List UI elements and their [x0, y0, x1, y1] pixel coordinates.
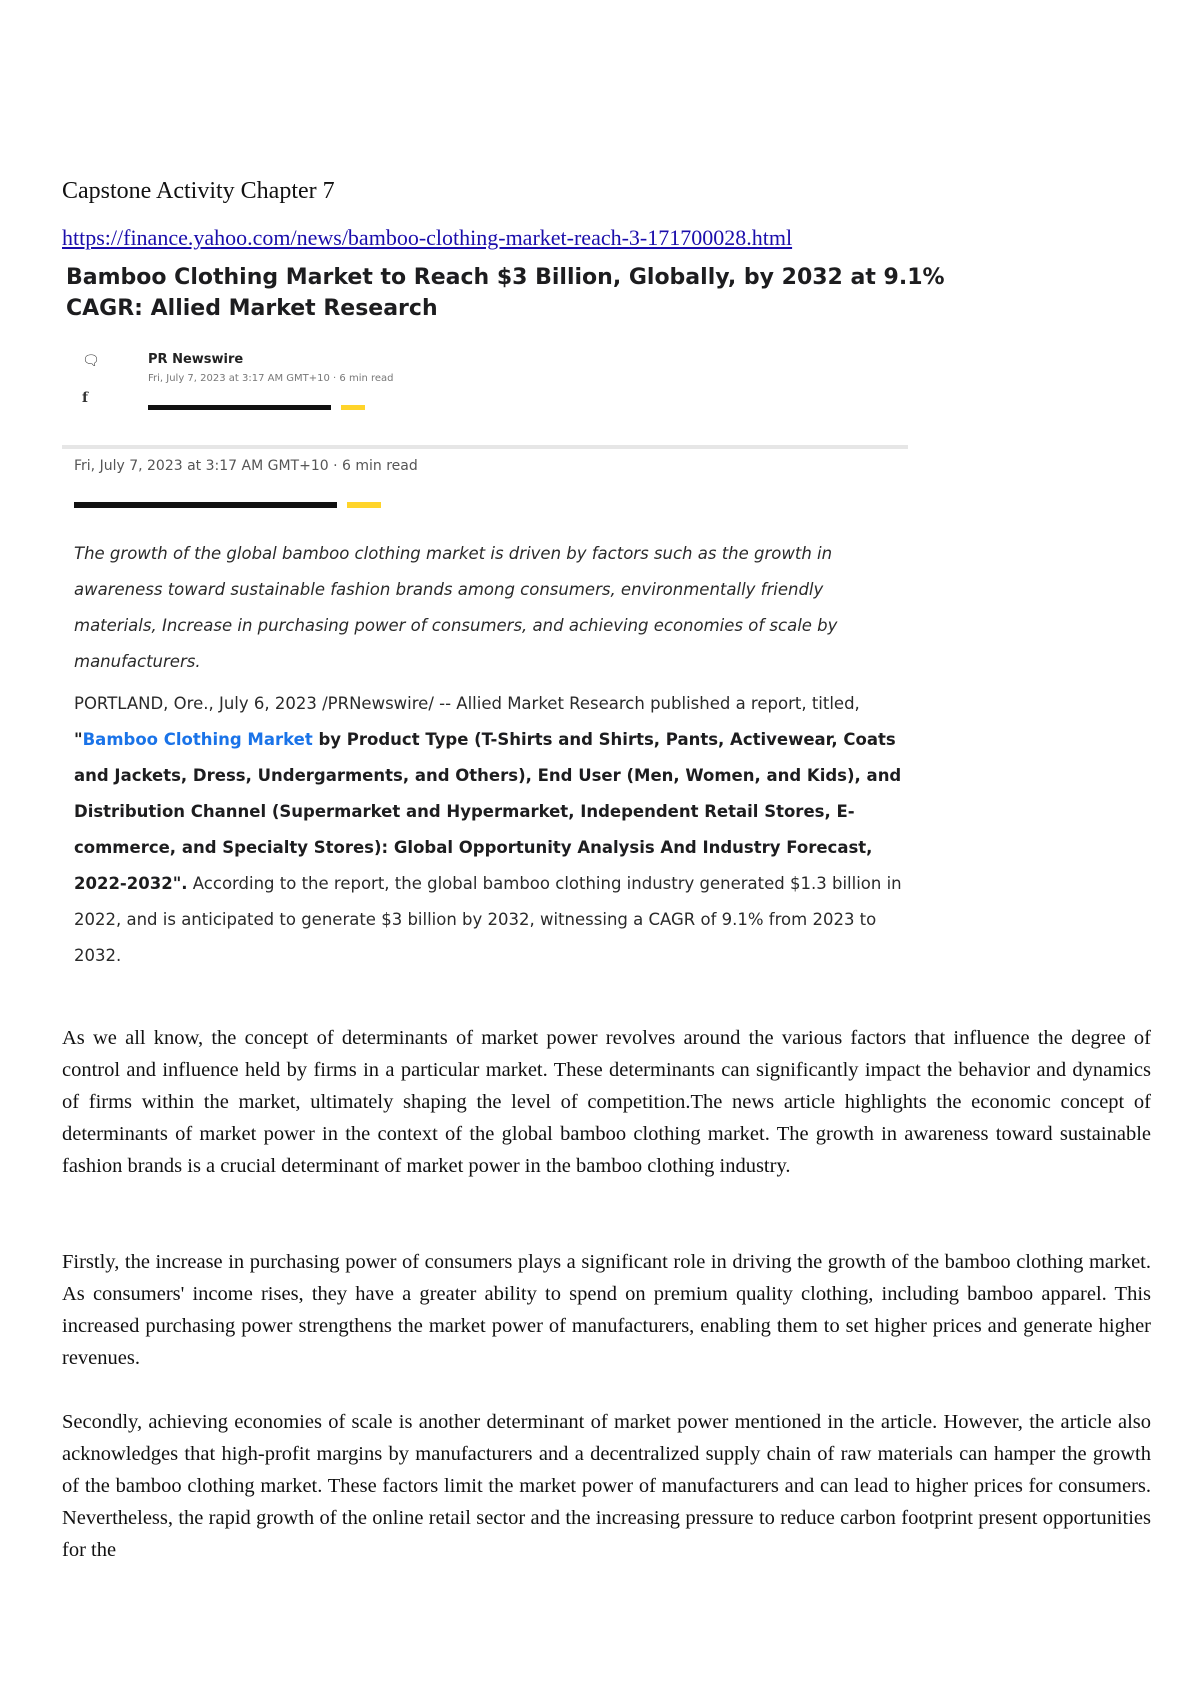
article-headline: Bamboo Clothing Market to Reach $3 Billion, Globally, by 2032 at 9.1% CAGR: Allied Market Research — [66, 265, 945, 321]
lead-report-title: by Product Type (T-Shirts and Shirts, Pants, Activewear, Coats and Jackets, Dress, Undergarments, and Others), End User (Men, Women, and Kids), and Distribution Channel (Supermarket and Hypermarket, Independent Retail Stores, E-commerce, and Specialty Stores): Global Opportunity Analysis And Industry Forecast, 2022-2032". — [74, 730, 902, 893]
document-title: Capstone Activity Chapter 7 — [62, 178, 335, 204]
accent-bar-black-large — [74, 502, 337, 508]
byline-author[interactable]: PR Newswire — [148, 352, 244, 367]
accent-bar-black — [148, 405, 331, 410]
comment-icon[interactable]: 🗨 — [82, 353, 100, 369]
lead-market-link[interactable]: Bamboo Clothing Market — [82, 730, 313, 749]
accent-bar-yellow-large — [347, 502, 381, 508]
article-date: Fri, July 7, 2023 at 3:17 AM GMT+10 · 6 min read — [74, 458, 418, 474]
lead-quote-open: " — [74, 730, 83, 749]
lead-suffix: According to the report, the global bamboo clothing industry generated $1.3 billion in 2022, and is anticipated to generate $3 billion by 2032, witnessing a CAGR of 9.1% from 2023 to 2032. — [74, 874, 902, 965]
divider — [62, 445, 908, 449]
lead-prefix: PORTLAND, Ore., July 6, 2023 /PRNewswire/ -- Allied Market Research published a report, titled, — [74, 694, 860, 713]
body-paragraph-3: Secondly, achieving economies of scale is another determinant of market power mentioned in the article. However, the article also acknowledges that high-profit margins by manufacturers and a decentralized supply chain of raw materials can hamper the growth of the bamboo clothing market. These factors limit the market power of manufacturers and can lead to higher prices for consumers. Nevertheless, the rapid growth of the online retail sector and the increasing pressure to reduce carbon footprint present opportunities for the — [62, 1411, 1151, 1561]
accent-bar-yellow — [341, 405, 365, 410]
byline-meta: Fri, July 7, 2023 at 3:17 AM GMT+10 · 6 min read — [148, 373, 394, 384]
facebook-icon[interactable]: f — [82, 390, 89, 406]
body-paragraph-1: As we all know, the concept of determinants of market power revolves around the various factors that influence the degree of control and influence held by firms in a particular market. These determinants can significantly impact the behavior and dynamics of firms within the market, ultimately shaping the level of competition.The news article highlights the economic concept of determinants of market power in the context of the global bamboo clothing market. The growth in awareness toward sustainable fashion brands is a crucial determinant of market power in the bamboo clothing industry. — [62, 1027, 1151, 1177]
body-paragraph-2: Firstly, the increase in purchasing power of consumers plays a significant role in driving the growth of the bamboo clothing market. As consumers' income rises, they have a greater ability to spend on premium quality clothing, including bamboo apparel. This increased purchasing power strengthens the market power of manufacturers, enabling them to set higher prices and generate higher revenues. — [62, 1251, 1151, 1369]
article-lead-paragraph — [74, 686, 904, 974]
article-link[interactable]: https://finance.yahoo.com/news/bamboo-clothing-market-reach-3-171700028.html — [62, 225, 793, 250]
article-summary: The growth of the global bamboo clothing market is driven by factors such as the growth in awareness toward sustainable fashion brands among consumers, environmentally friendly materials, Increase in purchasing power of consumers, and achieving economies of scale by manufacturers. — [74, 544, 838, 671]
